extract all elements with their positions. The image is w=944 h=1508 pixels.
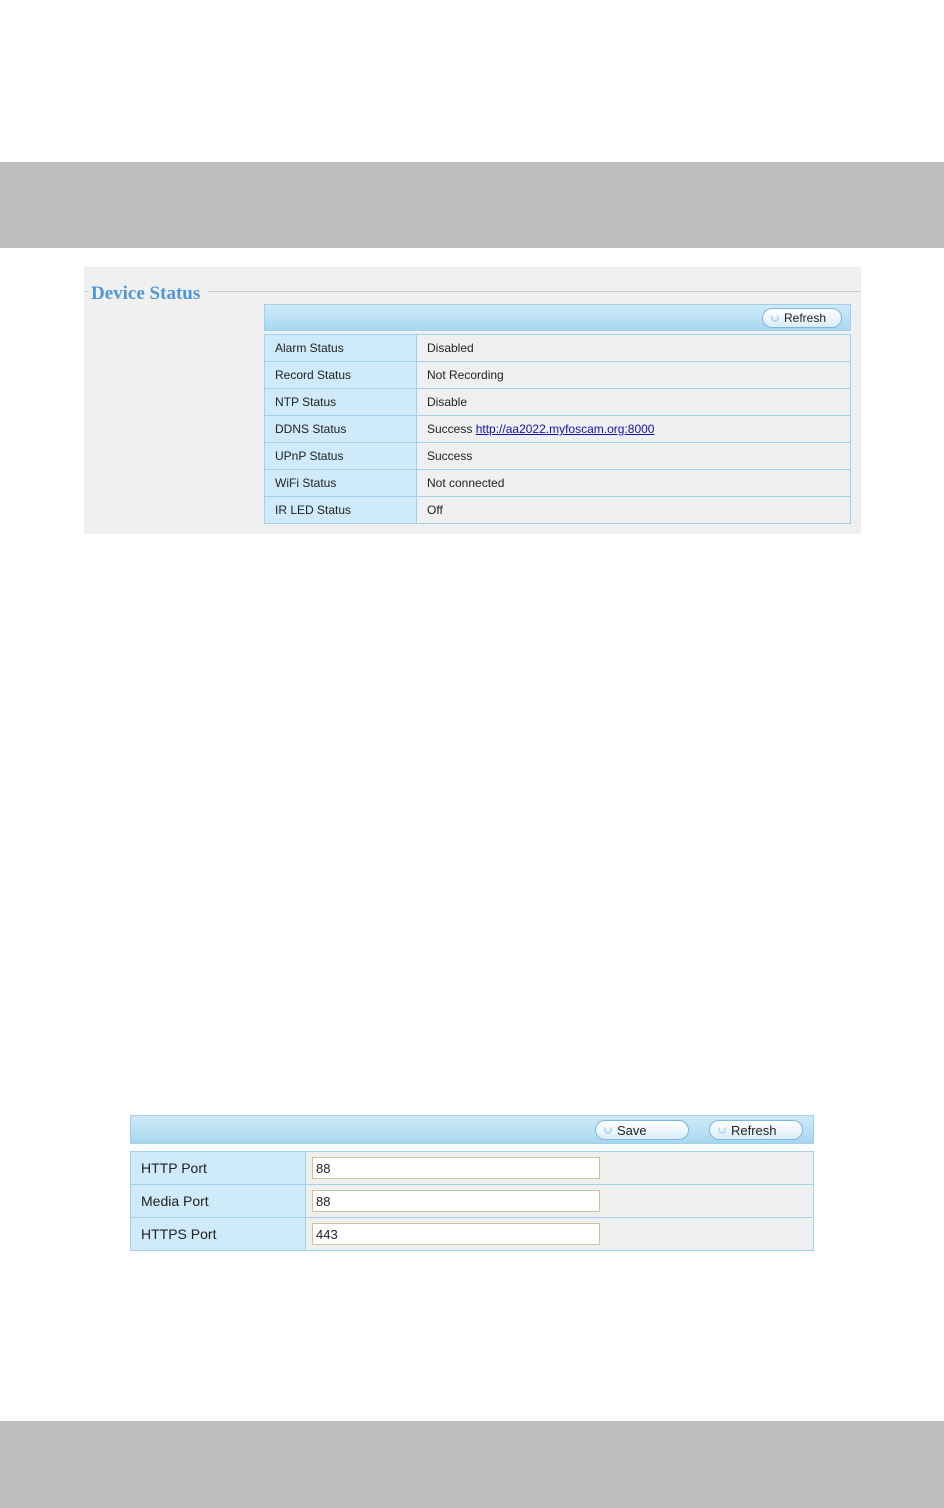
port-value-cell xyxy=(306,1185,814,1218)
refresh-label: Refresh xyxy=(731,1122,777,1138)
port-label: HTTPS Port xyxy=(131,1218,306,1251)
device-status-table xyxy=(264,334,851,524)
device-status-toolbar xyxy=(264,304,851,331)
table-row xyxy=(265,497,851,524)
device-status-panel xyxy=(84,267,861,534)
table-row xyxy=(265,389,851,416)
status-value-ddns xyxy=(417,416,851,443)
status-label: Alarm Status xyxy=(265,335,417,362)
title-rule-left xyxy=(84,291,89,292)
status-label: UPnP Status xyxy=(265,443,417,470)
status-label: WiFi Status xyxy=(265,470,417,497)
save-icon xyxy=(604,1126,612,1134)
ddns-status-text: Success xyxy=(427,422,473,436)
status-value: Off xyxy=(417,497,851,524)
status-value: Disable xyxy=(417,389,851,416)
table-row xyxy=(265,335,851,362)
status-value: Not Recording xyxy=(417,362,851,389)
refresh-label: Refresh xyxy=(784,311,827,325)
port-refresh-button[interactable] xyxy=(709,1120,803,1140)
table-row xyxy=(265,416,851,443)
table-row xyxy=(131,1185,814,1218)
media-port-input[interactable] xyxy=(312,1190,600,1212)
port-settings-table xyxy=(130,1151,814,1251)
refresh-icon xyxy=(771,314,779,322)
status-label: IR LED Status xyxy=(265,497,417,524)
status-label: DDNS Status xyxy=(265,416,417,443)
refresh-icon xyxy=(718,1126,726,1134)
save-button[interactable] xyxy=(595,1120,689,1140)
table-row xyxy=(265,362,851,389)
table-row xyxy=(265,443,851,470)
status-label: NTP Status xyxy=(265,389,417,416)
table-row xyxy=(131,1152,814,1185)
port-label: HTTP Port xyxy=(131,1152,306,1185)
port-settings-toolbar xyxy=(130,1115,814,1144)
device-status-refresh-button[interactable] xyxy=(762,308,842,328)
port-value-cell xyxy=(306,1218,814,1251)
status-value: Success xyxy=(417,443,851,470)
port-value-cell xyxy=(306,1152,814,1185)
ddns-link[interactable]: http://aa2022.myfoscam.org:8000 xyxy=(475,422,655,436)
http-port-input[interactable] xyxy=(312,1157,600,1179)
title-rule xyxy=(208,291,861,292)
status-value: Disabled xyxy=(417,335,851,362)
status-value: Not connected xyxy=(417,470,851,497)
table-row xyxy=(265,470,851,497)
top-gray-band xyxy=(0,162,944,248)
table-row xyxy=(131,1218,814,1251)
https-port-input[interactable] xyxy=(312,1223,600,1245)
status-label: Record Status xyxy=(265,362,417,389)
port-label: Media Port xyxy=(131,1185,306,1218)
save-label: Save xyxy=(617,1122,647,1138)
bottom-gray-band xyxy=(0,1421,944,1508)
device-status-title: Device Status xyxy=(91,283,201,304)
